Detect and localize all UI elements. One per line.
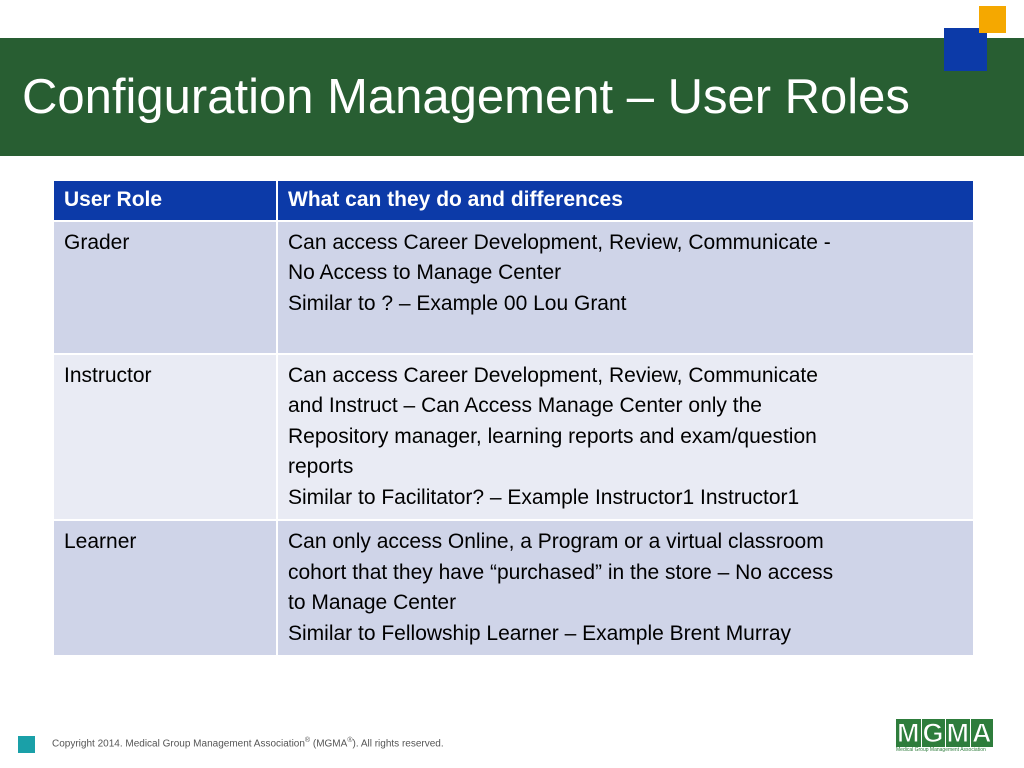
description-line: Repository manager, learning reports and exam/question xyxy=(288,424,817,448)
blue-accent-square xyxy=(944,28,987,71)
description-line: Can access Career Development, Review, Communicate xyxy=(288,363,818,387)
mgma-logo-letters xyxy=(896,719,994,747)
header-user-role: User Role xyxy=(53,180,277,221)
description-line: to Manage Center xyxy=(288,591,457,614)
logo-letter: A xyxy=(972,718,992,748)
description-line: cohort that they have “purchased” in the store – No access xyxy=(288,560,834,584)
description-line: Can access Career Development, Review, Communicate - xyxy=(288,230,831,254)
table-row xyxy=(53,520,974,656)
header-differences: What can they do and differences xyxy=(277,180,974,221)
copyright-part: ). All rights reserved. xyxy=(352,738,444,750)
logo-letter: M xyxy=(946,718,970,748)
slide-title: Configuration Management – User Roles xyxy=(22,70,910,124)
logo-letter: G xyxy=(922,718,944,748)
role-cell: Instructor xyxy=(53,354,277,521)
description-line: Similar to Fellowship Learner – Example Brent Murray xyxy=(288,621,792,645)
role-cell: Grader xyxy=(53,221,277,354)
registered-mark: ® xyxy=(304,737,311,744)
logo-letter: M xyxy=(897,718,920,748)
description-cell xyxy=(277,354,974,521)
mgma-logo-subtitle: Medical Group Management Association xyxy=(896,747,986,753)
registered-mark: ® xyxy=(347,737,353,744)
description-cell xyxy=(277,221,974,354)
orange-accent-square xyxy=(979,6,1006,33)
footer-square-icon xyxy=(18,736,35,753)
description-cell xyxy=(277,520,974,656)
description-line: Similar to Facilitator? – Example Instructor1 Instructor1 xyxy=(288,485,800,509)
user-roles-table xyxy=(52,179,975,657)
description-line: Similar to ? – Example 00 Lou Grant xyxy=(288,291,627,315)
copyright-part: (MGMA xyxy=(310,738,348,750)
copyright-part: Copyright 2014. Medical Group Management Association xyxy=(52,738,305,750)
role-cell: Learner xyxy=(53,520,277,656)
description-line: No Access to Manage Center xyxy=(288,261,562,284)
table-row xyxy=(53,221,974,354)
table-row xyxy=(53,354,974,521)
mgma-logo xyxy=(896,719,1002,753)
description-line: reports xyxy=(288,455,354,478)
copyright-text xyxy=(52,737,444,749)
table-header-row xyxy=(53,180,974,221)
description-line: Can only access Online, a Program or a virtual classroom xyxy=(288,530,824,553)
description-line: and Instruct – Can Access Manage Center only the xyxy=(288,394,762,417)
